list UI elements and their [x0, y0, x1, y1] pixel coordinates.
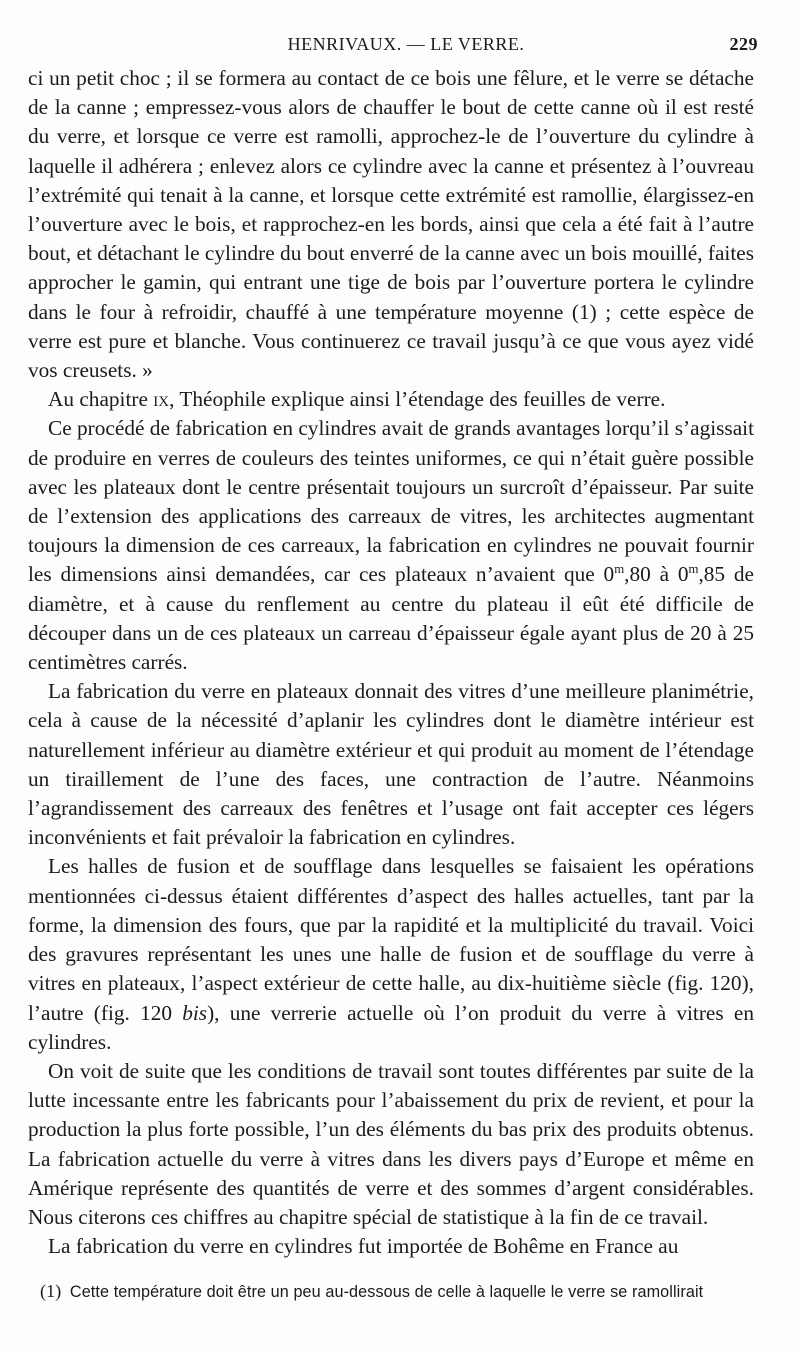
- page-header: [28, 34, 758, 62]
- paragraph-3-text-a: Ce procédé de fabrication en cylindres avait de grands avantages lorqu’il s’agissait de produire en verres de couleurs des teintes uniformes, ce qui n’était guère possible avec les plateaux dont le centre présentait toujours un surcroît d’épaisseur. Par suite de l’extension des applications des carreaux de vitres, les architectes augmentant toujours la dimension de ces carreaux, la fabrication en cylindres ne pouvait fournir les dimensions ainsi demandées, car ces plateaux n’avaient que 0: [28, 416, 754, 587]
- paragraph-2: [28, 385, 754, 414]
- paragraph-5-text-b: ), une verrerie actuelle où l’on produit du verre à vitres en cylindres.: [28, 1000, 754, 1054]
- paragraph-3: [28, 414, 754, 677]
- page-number: 229: [729, 34, 758, 54]
- figure-suffix: bis: [182, 1000, 208, 1025]
- paragraph-1: ci un petit choc ; il se formera au contact de ce bois une fêlure, et le verre se détache de la canne ; empressez-vous alors de chauffer le bout de cette canne où il est resté du verre, et lorsque ce verre est ramolli, approchez-le de l’ouverture du cylindre à laquelle il adhérera ; enlevez alors ce cylindre avec la canne et présentez à l’ouvreau l’extrémité qui tenait à la canne, et lorsque cette extrémité est ramollie, élargissez-en l’ouverture avec le bois, et rapprochez-en les bords, ainsi que cela a été fait à l’autre bout, et détachant le cylindre du bout enverré de la canne avec un bois mouillé, faites approcher le gamin, qui entrant une tige de bois par l’ouverture portera le cylindre dans le four à refroidir, chauffé à une température moyenne (1) ; cette espèce de verre est pure et blanche. Vous continuerez ce travail jusqu’à ce que vous ayez vidé vos creusets. »: [28, 66, 754, 383]
- paragraph-6: On voit de suite que les conditions de travail sont toutes différentes par suite de la lutte incessante entre les fabricants pour l’abaissement du prix de revient, et pour la production la plus forte possible, l’un des éléments du bas prix des produits obtenus. La fabrication actuelle du verre à vitres dans les divers pays d’Europe et même en Amérique représente des quantités de verre et des sommes d’argent considérables. Nous citerons ces chiffres au chapitre spécial de statistique à la fin de ce travail.: [28, 1058, 754, 1229]
- paragraph-3-text-b: ,80 à 0: [624, 562, 689, 587]
- body-text: [28, 64, 754, 1261]
- paragraph-5: [28, 852, 754, 1056]
- paragraph-4: La fabrication du verre en plateaux donnait des vitres d’une meilleure planimétrie, cela à cause de la nécessité d’aplanir les cylindres dont le diamètre intérieur est naturellement inférieur au diamètre extérieur et qui produit au moment de l’étendage un tiraillement de l’une des faces, une contraction de l’autre. Néanmoins l’agrandissement des carreaux des fenêtres et l’usage ont fait accepter ces légers inconvénients et fait prévaloir la fabrication en cylindres.: [28, 679, 754, 850]
- footnote-marker: (1): [40, 1281, 62, 1301]
- paragraph-2-text-a: Au chapitre: [48, 387, 154, 412]
- unit-superscript: m: [688, 562, 699, 577]
- footnote: [40, 1280, 754, 1303]
- paragraph-3-text-c: ,85 de diamètre, et à cause du renflement au centre du plateau il eût été difficile de découper dans un de ces plateaux un carreau d’épaisseur égale ayant plus de 20 à 25 centimètres carrés.: [28, 562, 754, 675]
- footnote-text: Cette température doit être un peu au-dessous de celle à laquelle le verre se ramollirait: [69, 1283, 704, 1301]
- running-head: HENRIVAUX. — LE VERRE.: [287, 34, 525, 54]
- paragraph-7: La fabrication du verre en cylindres fut importée de Bohême en France au: [48, 1234, 679, 1259]
- chapter-number: ix: [153, 387, 170, 412]
- paragraph-5-text-a: Les halles de fusion et de soufflage dans lesquelles se faisaient les opérations mentionnées ci-dessus étaient différentes d’aspect des halles actuelles, tant par la forme, la dimension des fours, que par la rapidité et la multiplicité du travail. Voici des gravures représentant les unes une halle de fusion et de soufflage du verre à vitres en plateaux, l’aspect extérieur de cette halle, au dix-huitième siècle (fig. 120), l’autre (fig. 120: [28, 854, 754, 1025]
- paragraph-2-text-b: , Théophile explique ainsi l’étendage des feuilles de verre.: [169, 387, 666, 412]
- unit-superscript: m: [614, 562, 625, 577]
